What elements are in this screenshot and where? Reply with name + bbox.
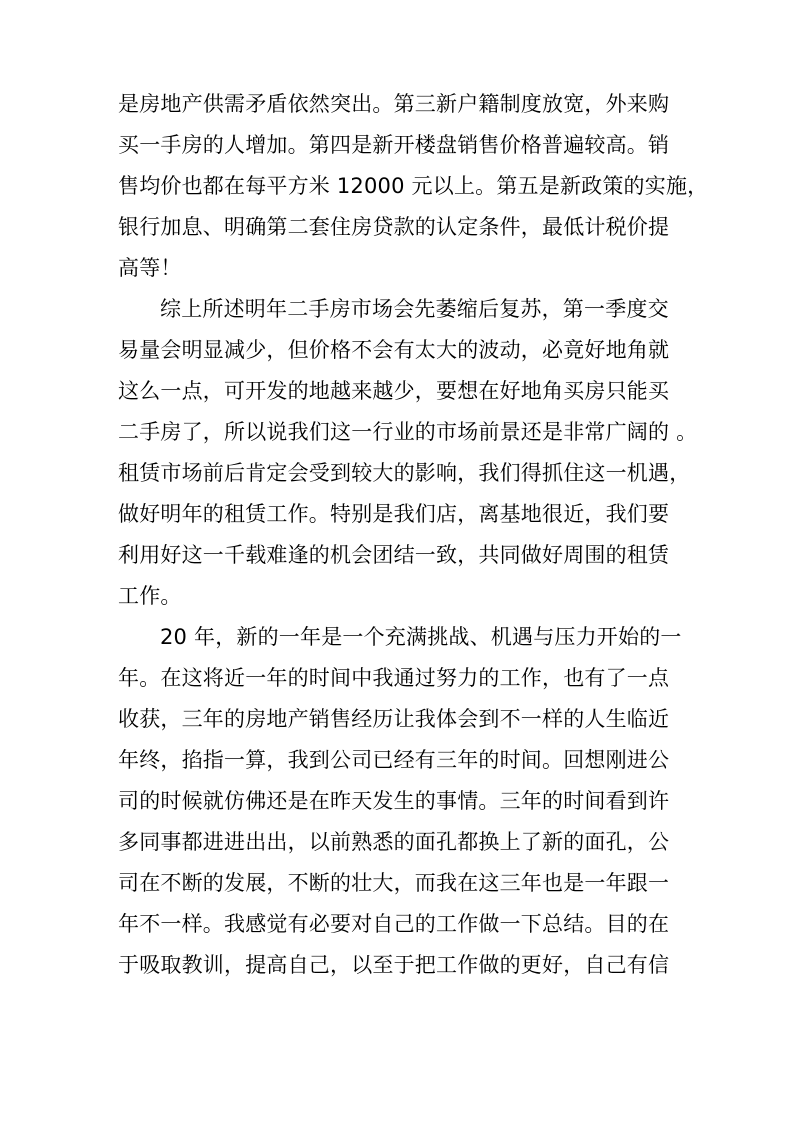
text-line: 二手房了，所以说我们这一行业的市场前景还是非常广阔的 。	[118, 420, 698, 444]
text-line: 做好明年的租赁工作。特别是我们店，离基地很近，我们要	[118, 502, 670, 526]
text-line: 司的时候就仿佛还是在昨天发生的事情。三年的时间看到许	[118, 789, 670, 813]
text-line: 买一手房的人增加。第四是新开楼盘销售价格普遍较高。销	[118, 133, 670, 157]
text-line: 这么一点，可开发的地越来越少，要想在好地角买房只能买	[118, 379, 670, 403]
text-line: 年。在这将近一年的时间中我通过努力的工作，也有了一点	[118, 666, 670, 690]
paragraph-first-line: 综上所述明年二手房市场会先萎缩后复苏，第一季度交	[160, 297, 669, 321]
text-line: 工作。	[118, 584, 182, 608]
text-line: 司在不断的发展，不断的壮大，而我在这三年也是一年跟一	[118, 871, 670, 895]
text-line: 是房地产供需矛盾依然突出。第三新户籍制度放宽，外来购	[118, 92, 670, 116]
text-line: 于吸取教训，提高自己，以至于把工作做的更好，自己有信	[118, 953, 670, 977]
text-line: 易量会明显减少，但价格不会有太大的波动，必竟好地角就	[118, 338, 670, 362]
text-line: 收获，三年的房地产销售经历让我体会到不一样的人生临近	[118, 707, 670, 731]
text-line: 租赁市场前后肯定会受到较大的影响，我们得抓住这一机遇，	[118, 461, 691, 485]
paragraph-first-line: 20 年，新的一年是一个充满挑战、机遇与压力开始的一	[160, 625, 682, 649]
text-line: 利用好这一千载难逢的机会团结一致，共同做好周围的租赁	[118, 543, 670, 567]
text-line: 售均价也都在每平方米 12000 元以上。第五是新政策的实施，	[118, 174, 709, 198]
text-line: 高等！	[118, 256, 182, 280]
text-line: 年终，掐指一算，我到公司已经有三年的时间。回想刚进公	[118, 748, 670, 772]
text-line: 银行加息、明确第二套住房贷款的认定条件，最低计税价提	[118, 215, 670, 239]
text-line: 年不一样。我感觉有必要对自己的工作做一下总结。目的在	[118, 912, 670, 936]
document-body	[118, 84, 709, 986]
text-line: 多同事都进进出出，以前熟悉的面孔都换上了新的面孔，公	[118, 830, 670, 854]
